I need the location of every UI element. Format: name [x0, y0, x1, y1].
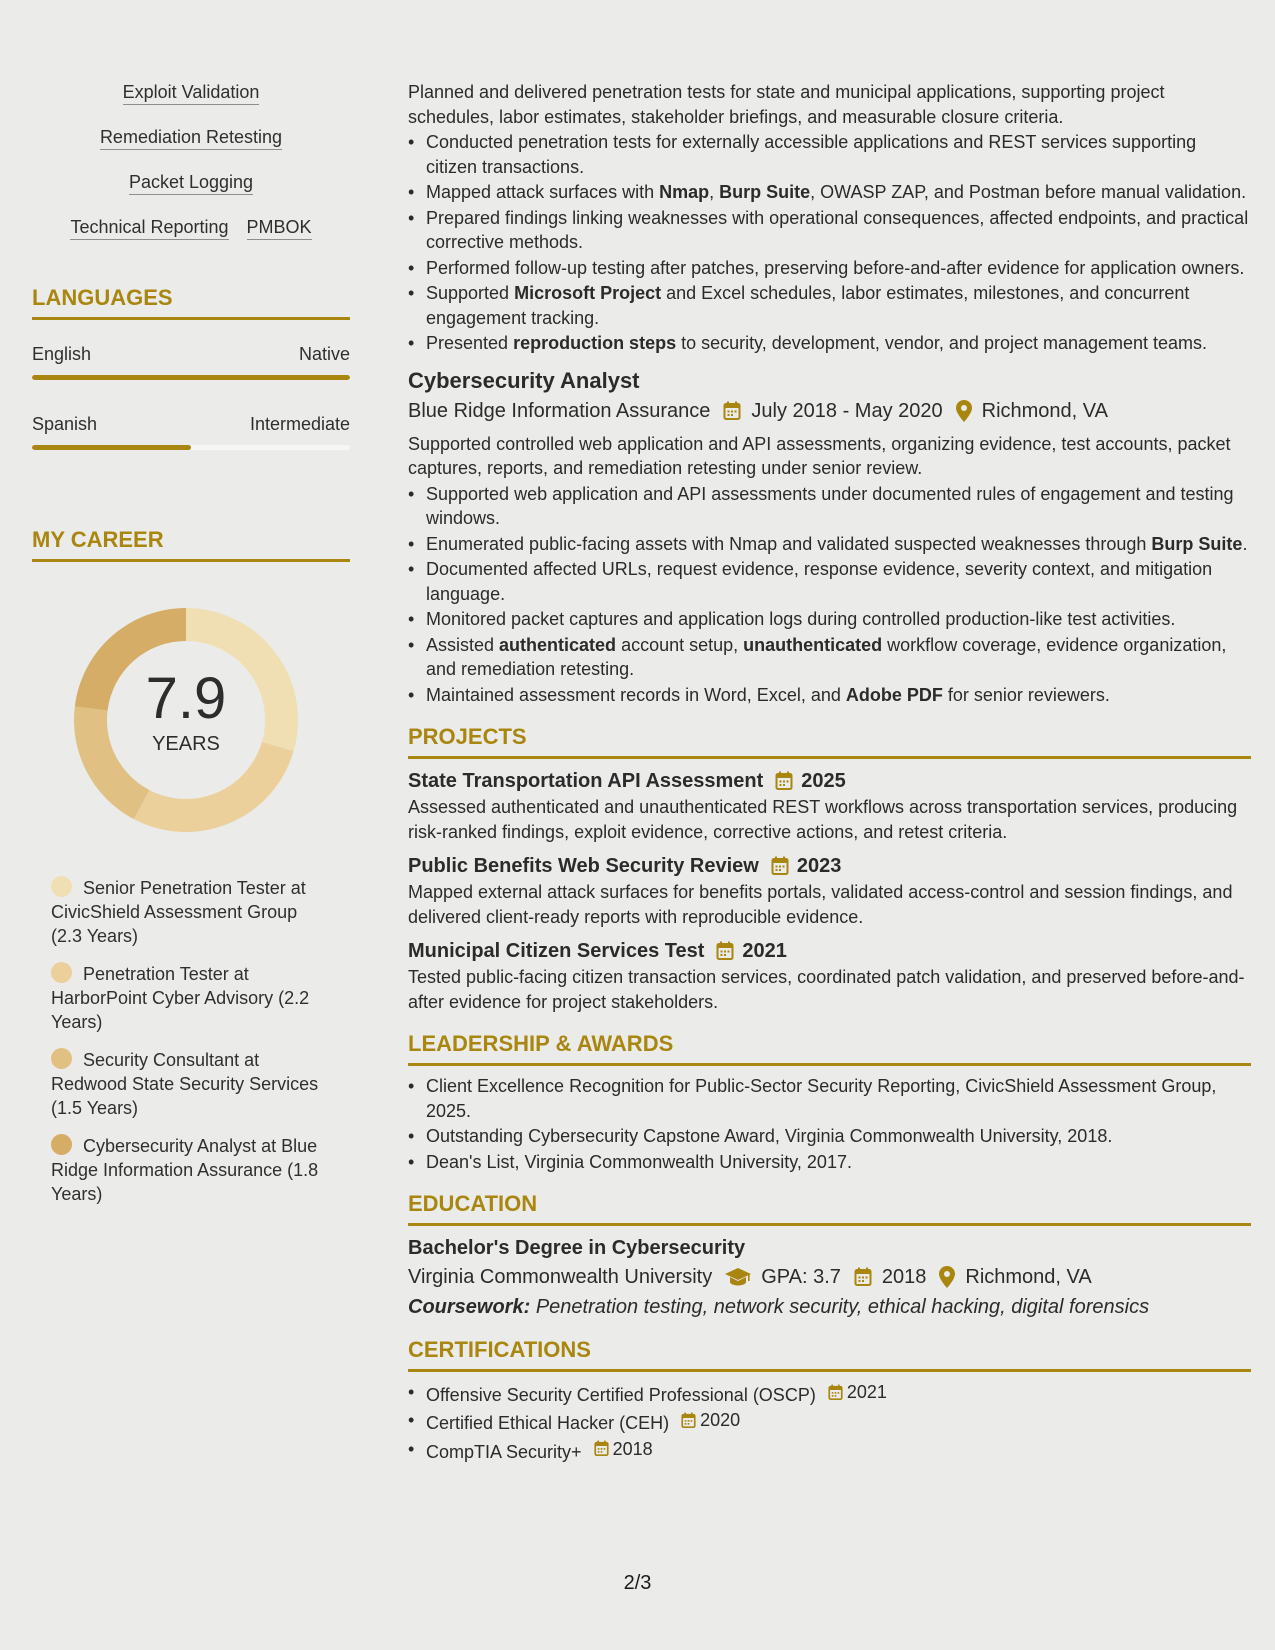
award-item: • Dean's List, Virginia Commonwealth University, 2017. [408, 1150, 1251, 1175]
certification-name: CompTIA Security+ [426, 1441, 582, 1462]
bullet-text: Enumerated public-facing assets with Nmap and validated suspected weaknesses through [426, 533, 1152, 554]
career-legend-item [51, 1048, 331, 1120]
bold-keyword: authenticated [499, 634, 617, 655]
certifications-list [408, 1380, 1251, 1464]
bold-keyword: Burp Suite [719, 182, 811, 202]
bullet-item [408, 206, 1251, 255]
certification-date [582, 1437, 653, 1462]
left-column [32, 80, 350, 1220]
certification-item [408, 1408, 1251, 1435]
project-year: 2023 [796, 855, 842, 877]
calendar-icon [594, 1440, 609, 1457]
career-legend-item [51, 1134, 331, 1206]
certification-item [408, 1437, 1251, 1464]
project-name: Municipal Citizen Services Test [408, 940, 705, 962]
language-name: English [32, 344, 92, 364]
bold-keyword: unauthenticated [743, 634, 883, 655]
bullet-text: account setup, [616, 634, 744, 655]
language-item [32, 412, 350, 450]
experience-summary: Planned and delivered penetration tests for state and municipal applications, supporting project schedules, labor estimates, stakeholder briefings, and measurable closure criteria. [408, 82, 1165, 127]
project-description: Tested public-facing citizen transaction services, coordinated patch validation, and preserved before-and-after evidence for project stakeholders. [408, 967, 1245, 1012]
career-total-years: 7.9 [145, 666, 227, 731]
bullet-item [408, 130, 1251, 179]
graduation-year: 2018 [881, 1266, 927, 1288]
bullet-item [408, 633, 1251, 682]
legend-color-dot [51, 876, 72, 897]
project-name: State Transportation API Assessment [408, 770, 764, 792]
bullet-text: Supported [426, 283, 515, 303]
project-name: Public Benefits Web Security Review [408, 855, 759, 877]
bullet-text: workflow coverage, evidence organization, and remediation retesting. [426, 634, 1227, 679]
career-legend [51, 876, 331, 1206]
career-legend-item [51, 876, 331, 948]
career-legend-label: Senior Penetration Tester at CivicShield Assessment Group (2.3 Years) [51, 878, 306, 946]
project-header [408, 767, 1251, 795]
job-location: Richmond, VA [981, 399, 1108, 422]
language-proficiency-fill [32, 375, 350, 380]
project-item [408, 937, 1251, 1014]
calendar-icon [775, 771, 793, 791]
bold-keyword: Nmap [659, 182, 710, 202]
bullet-text: Prepared findings linking weaknesses with operational consequences, affected endpoints, and practical corrective methods. [426, 207, 1249, 252]
bullet-text: to security, development, vendor, and project management teams. [676, 333, 1208, 353]
legend-color-dot [51, 1048, 72, 1069]
coursework-text: Penetration testing, network security, ethical hacking, digital forensics [535, 1296, 1150, 1318]
project-description: Assessed authenticated and unauthenticated REST workflows across transportation services, producing risk-ranked findings, exploit evidence, corrective actions, and retest criteria. [408, 797, 1238, 842]
certifications-section [408, 1336, 1251, 1464]
career-legend-label: Cybersecurity Analyst at Blue Ridge Information Assurance (1.8 Years) [51, 1136, 319, 1204]
skill-tag: Technical Reporting [70, 215, 228, 240]
bullet-text: Performed follow-up testing after patches, preserving before-and-after evidence for application owners. [426, 257, 1245, 278]
job-bullets [408, 482, 1251, 708]
graduation-cap-icon [725, 1267, 751, 1287]
calendar-icon [723, 401, 741, 421]
languages-section [32, 284, 350, 450]
career-donut-chart [66, 600, 306, 840]
coursework [408, 1292, 1251, 1322]
career-section [32, 526, 350, 1206]
skills-row [32, 125, 350, 150]
education-meta [408, 1262, 1251, 1292]
awards-heading: LEADERSHIP & AWARDS [408, 1030, 1251, 1066]
bullet-text: , OWASP ZAP, and Postman before manual validation. [810, 182, 1247, 202]
project-description: Mapped external attack surfaces for benefits portals, validated access-control and session findings, and delivered client-ready reports with reproducible evidence. [408, 882, 1233, 927]
gpa: GPA: 3.7 [761, 1266, 841, 1288]
calendar-icon [716, 941, 734, 961]
career-legend-label: Security Consultant at Redwood State Security Services (1.5 Years) [51, 1050, 319, 1118]
bullet-text: and Excel schedules, labor estimates, milestones, and concurrent engagement tracking. [426, 283, 1190, 328]
skill-tag: PMBOK [247, 215, 312, 240]
job-entry [408, 366, 1251, 708]
calendar-icon [828, 1384, 843, 1401]
certifications-heading: CERTIFICATIONS [408, 1336, 1251, 1372]
career-legend-item [51, 962, 331, 1034]
bullet-text: , [709, 182, 720, 202]
legend-color-dot [51, 962, 72, 983]
certification-date [816, 1380, 887, 1405]
award-item: • Outstanding Cybersecurity Capstone Award, Virginia Commonwealth University, 2018. [408, 1124, 1251, 1149]
project-year: 2025 [801, 770, 846, 792]
calendar-icon [681, 1412, 696, 1429]
bullet-text: Maintained assessment records in Word, Excel, and [426, 684, 846, 705]
career-total-unit: YEARS [152, 733, 220, 755]
location-pin-icon [939, 1266, 955, 1288]
language-proficiency-fill [32, 445, 191, 450]
legend-color-dot [51, 1134, 72, 1155]
coursework-label: Coursework: [408, 1296, 531, 1318]
certification-year: 2018 [612, 1438, 653, 1459]
skills-row [32, 170, 350, 195]
job-title: Cybersecurity Analyst [408, 367, 640, 393]
award-item: • Client Excellence Recognition for Public-Sector Security Reporting, CivicShield Assessment Group, 2025. [408, 1074, 1251, 1123]
language-name: Spanish [32, 414, 98, 434]
education-heading: EDUCATION [408, 1190, 1251, 1226]
job-dates: July 2018 - May 2020 [751, 399, 943, 422]
language-line [32, 412, 350, 436]
degree-title: Bachelor's Degree in Cybersecurity [408, 1237, 746, 1259]
certification-year: 2020 [700, 1410, 741, 1431]
project-year: 2021 [742, 940, 787, 962]
school-name: Virginia Commonwealth University [408, 1266, 713, 1288]
bullet-text: Presented [426, 333, 514, 353]
projects-section [408, 723, 1251, 1014]
page-number: 2/3 [623, 1572, 652, 1594]
language-proficiency-bar [32, 445, 350, 450]
languages-list [32, 342, 350, 450]
bullet-item [408, 281, 1251, 330]
job-meta [408, 396, 1251, 426]
bullet-text: Assisted [426, 634, 500, 655]
bold-keyword: reproduction steps [513, 333, 677, 353]
certification-name: Offensive Security Certified Professional (OSCP) [426, 1384, 816, 1405]
calendar-icon [771, 856, 789, 876]
skill-tag: Exploit Validation [123, 80, 260, 105]
awards-list [408, 1074, 1251, 1174]
career-legend-label: Penetration Tester at HarborPoint Cyber Advisory (2.2 Years) [51, 964, 310, 1032]
project-item [408, 852, 1251, 929]
project-header [408, 937, 1251, 965]
bullet-text: Monitored packet captures and application logs during controlled production-like test activities. [426, 609, 1176, 629]
project-header [408, 852, 1251, 880]
language-line [32, 342, 350, 366]
language-level: Native [298, 344, 350, 364]
awards-section [408, 1030, 1251, 1174]
skills-row [32, 80, 350, 105]
bold-keyword: Microsoft Project [514, 283, 662, 303]
education-section [408, 1190, 1251, 1322]
right-column [408, 80, 1251, 1464]
bullet-text: Mapped attack surfaces with [426, 182, 660, 202]
bullet-item [408, 256, 1251, 281]
bullet-text: Conducted penetration tests for externally accessible applications and REST services supporting citizen transactions. [426, 132, 1197, 177]
projects-list [408, 767, 1251, 1014]
certification-name: Certified Ethical Hacker (CEH) [426, 1413, 670, 1433]
skill-tag: Packet Logging [129, 170, 253, 195]
bullet-item [408, 482, 1251, 531]
school-location: Richmond, VA [965, 1266, 1092, 1288]
skills-tags [32, 80, 350, 240]
languages-heading: LANGUAGES [32, 284, 350, 320]
certification-date [669, 1408, 740, 1433]
skills-row [32, 215, 350, 240]
bullet-text: Documented affected URLs, request evidence, response evidence, severity context, and mitigation language. [426, 559, 1213, 604]
language-level: Intermediate [249, 414, 350, 434]
bullet-item [408, 180, 1251, 205]
bullet-text: Supported web application and API assessments under documented rules of engagement and testing windows. [426, 483, 1234, 528]
bullet-item [408, 607, 1251, 632]
bullet-item [408, 683, 1251, 708]
language-proficiency-bar [32, 375, 350, 380]
experience-bullets [408, 130, 1251, 356]
bullet-item [408, 532, 1251, 557]
certification-year: 2021 [846, 1382, 887, 1402]
bold-keyword: Adobe PDF [845, 684, 943, 705]
skill-tag: Remediation Retesting [100, 125, 282, 150]
bullet-item [408, 557, 1251, 606]
bullet-text: for senior reviewers. [942, 684, 1110, 705]
career-heading: MY CAREER [32, 526, 350, 562]
project-item [408, 767, 1251, 844]
bullet-item [408, 331, 1251, 356]
job-summary: Supported controlled web application and API assessments, organizing evidence, test accounts, packet captures, reports, and remediation retesting under senior review. [408, 433, 1231, 478]
bullet-text: . [1242, 533, 1248, 554]
location-pin-icon [956, 400, 972, 422]
bold-keyword: Burp Suite [1151, 533, 1243, 554]
language-item [32, 342, 350, 380]
job-company: Blue Ridge Information Assurance [408, 399, 711, 422]
projects-heading: PROJECTS [408, 723, 1251, 759]
calendar-icon [854, 1267, 872, 1287]
certification-item [408, 1380, 1251, 1407]
